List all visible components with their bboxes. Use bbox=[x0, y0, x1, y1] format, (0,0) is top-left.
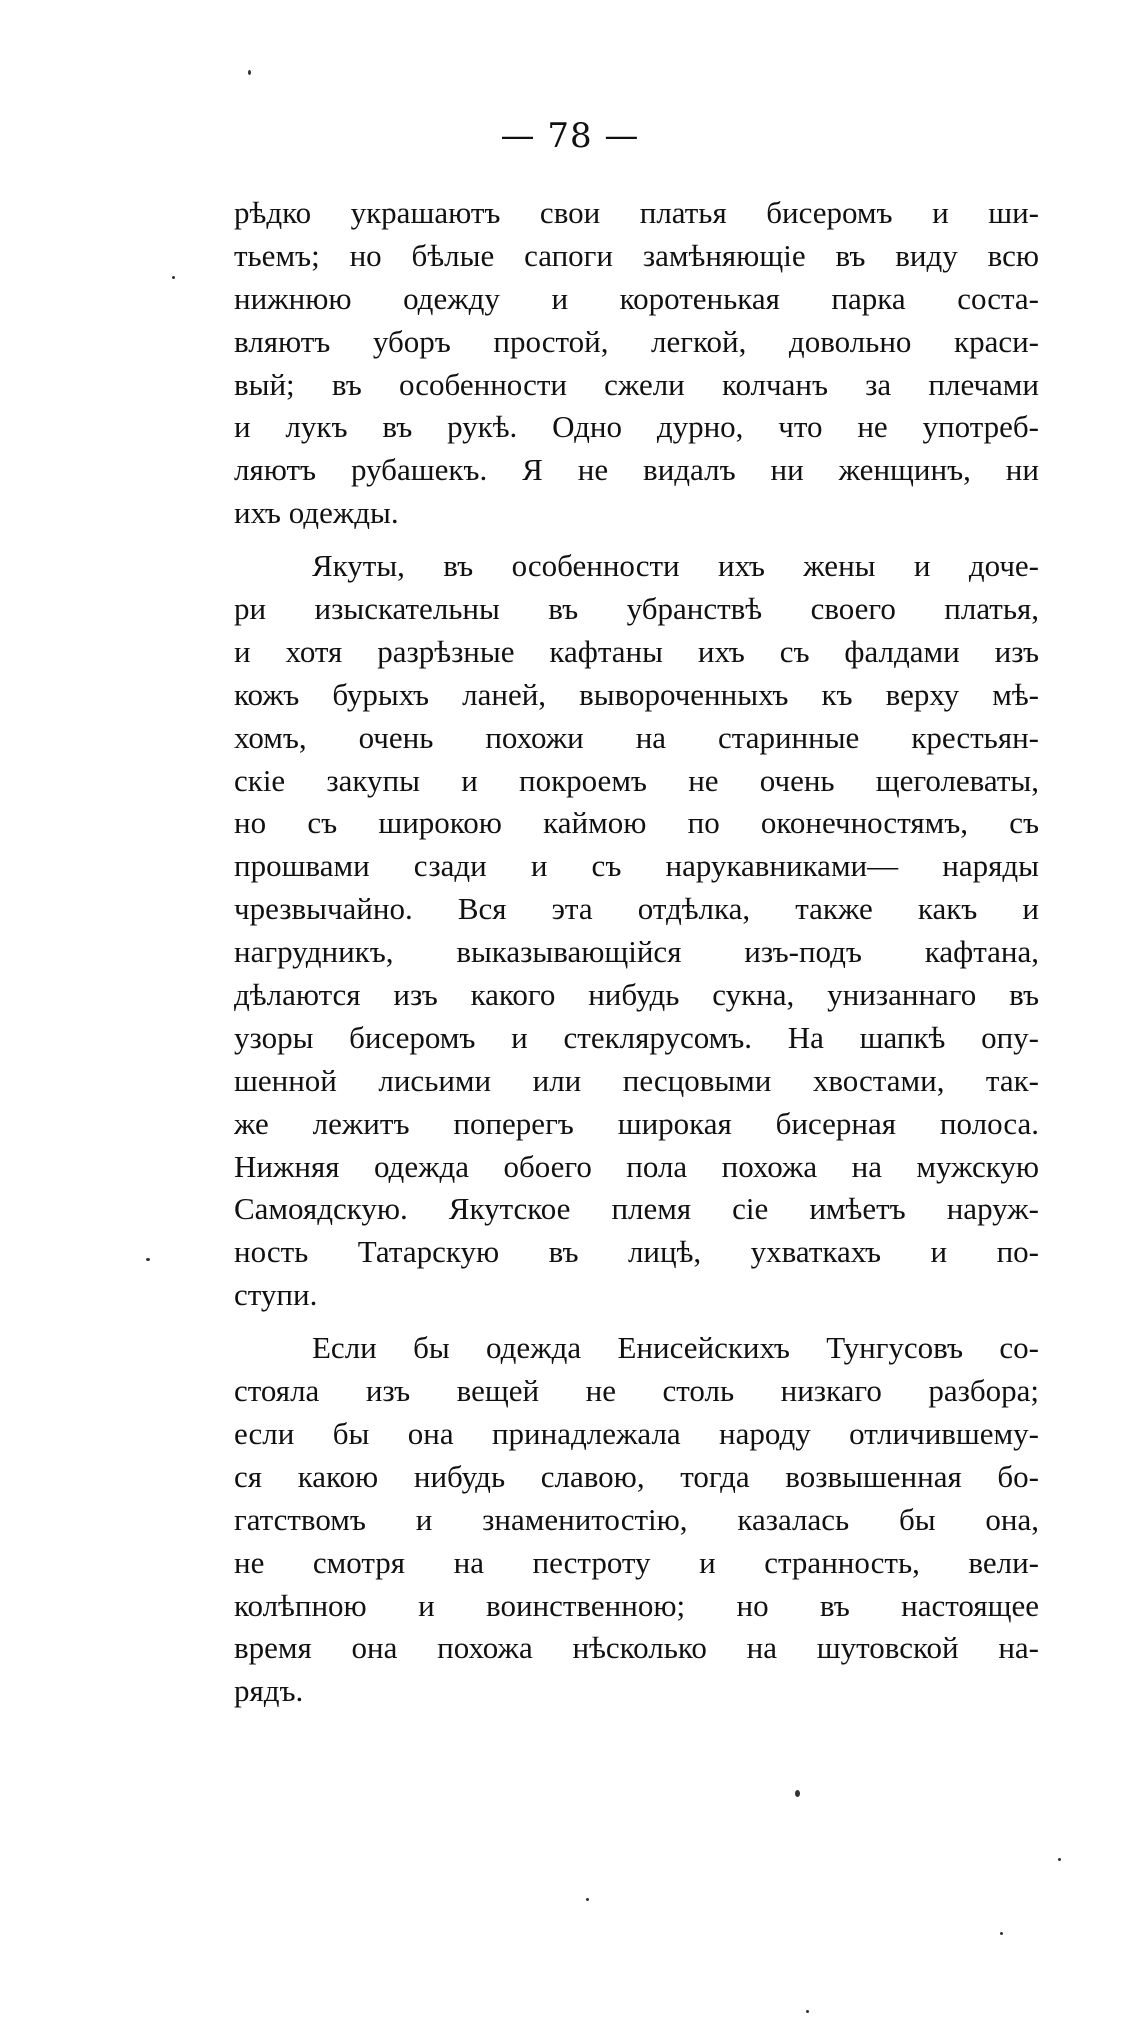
text-line: нижнюю одежду и коротенькая парка соста- bbox=[234, 280, 1039, 316]
text-line: чрезвычайно. Вся эта отдѣлка, также какъ и bbox=[234, 891, 1039, 927]
text-line: не смотря на пестроту и странность, вели- bbox=[234, 1544, 1039, 1580]
body-text bbox=[234, 192, 1039, 1713]
scan-speck bbox=[248, 70, 251, 75]
text-line: Самоядскую. Якутское племя сіе имѣетъ наруж- bbox=[234, 1191, 1039, 1227]
text-line: рядъ. bbox=[234, 1673, 304, 1709]
text-line: ность Татарскую въ лицѣ, ухваткахъ и по- bbox=[234, 1234, 1039, 1270]
scan-speck bbox=[806, 2010, 809, 2013]
text-line: Якуты, въ особенности ихъ жены и доче- bbox=[312, 548, 1039, 584]
text-line: Если бы одежда Енисейскихъ Тунгусовъ со- bbox=[312, 1330, 1039, 1366]
paragraph-3 bbox=[234, 1327, 1039, 1713]
paragraph-1 bbox=[234, 192, 1039, 535]
text-line: кожъ бурыхъ ланей, вывороченныхъ къ верху мѣ- bbox=[234, 676, 1039, 712]
text-line: рѣдко украшаютъ свои платья бисеромъ и ши- bbox=[234, 195, 1039, 230]
text-line: вляютъ уборъ простой, легкой, довольно краси- bbox=[234, 323, 1039, 359]
scan-speck bbox=[1000, 1932, 1003, 1935]
text-line: дѣлаются изъ какого нибудь сукна, унизаннаго въ bbox=[234, 977, 1039, 1013]
paragraph-2 bbox=[234, 545, 1039, 1317]
text-line: хомъ, очень похожи на старинные крестьян- bbox=[234, 719, 1039, 755]
text-line: вый; въ особенности сжели колчанъ за плечами bbox=[234, 366, 1039, 402]
text-line: время она похожа нѣсколько на шутовской на- bbox=[234, 1630, 1039, 1666]
scan-speck bbox=[795, 1790, 800, 1797]
text-line: колѣпною и воинственною; но въ настоящее bbox=[234, 1587, 1039, 1623]
text-line: если бы она принадлежала народу отличившему- bbox=[234, 1415, 1039, 1451]
text-line: тьемъ; но бѣлые сапоги замѣняющіе въ виду всю bbox=[234, 237, 1039, 273]
text-line: прошвами сзади и съ нарукавниками— наряды bbox=[234, 848, 1039, 884]
text-line: и хотя разрѣзные кафтаны ихъ съ фалдами изъ bbox=[234, 633, 1039, 669]
scan-speck bbox=[172, 276, 175, 279]
text-line: ляютъ рубашекъ. Я не видалъ ни женщинъ, ни bbox=[234, 452, 1039, 488]
text-line: но съ широкою каймою по оконечностямъ, съ bbox=[234, 805, 1039, 841]
text-line: узоры бисеромъ и стеклярусомъ. На шапкѣ опу- bbox=[234, 1019, 1039, 1055]
text-line: ступи. bbox=[234, 1277, 318, 1313]
text-line: же лежитъ поперегъ широкая бисерная полоса. bbox=[234, 1105, 1039, 1141]
text-line: и лукъ въ рукѣ. Одно дурно, что не употреб- bbox=[234, 409, 1039, 445]
text-line: ихъ одежды. bbox=[234, 495, 399, 531]
text-line: скіе закупы и покроемъ не очень щеголеваты, bbox=[234, 762, 1039, 798]
text-line: стояла изъ вещей не столь низкаго разбора; bbox=[234, 1373, 1039, 1409]
scan-speck bbox=[1058, 1858, 1061, 1861]
text-line: нагрудникъ, выказывающійся изъ-подъ кафтана, bbox=[234, 934, 1039, 970]
text-line: гатствомъ и знаменитостію, казалась бы она, bbox=[234, 1501, 1039, 1537]
scan-speck bbox=[586, 1898, 589, 1901]
page-number: — 78 — bbox=[500, 116, 640, 156]
text-line: ри изыскательны въ убранствѣ своего платья, bbox=[234, 591, 1039, 627]
scan-speck bbox=[146, 1258, 150, 1261]
text-line: Нижняя одежда обоего пола похожа на мужскую bbox=[234, 1148, 1039, 1184]
text-line: ся какою нибудь славою, тогда возвышенная бо- bbox=[234, 1458, 1039, 1494]
text-line: шенной лисьими или песцовыми хвостами, так- bbox=[234, 1062, 1039, 1098]
